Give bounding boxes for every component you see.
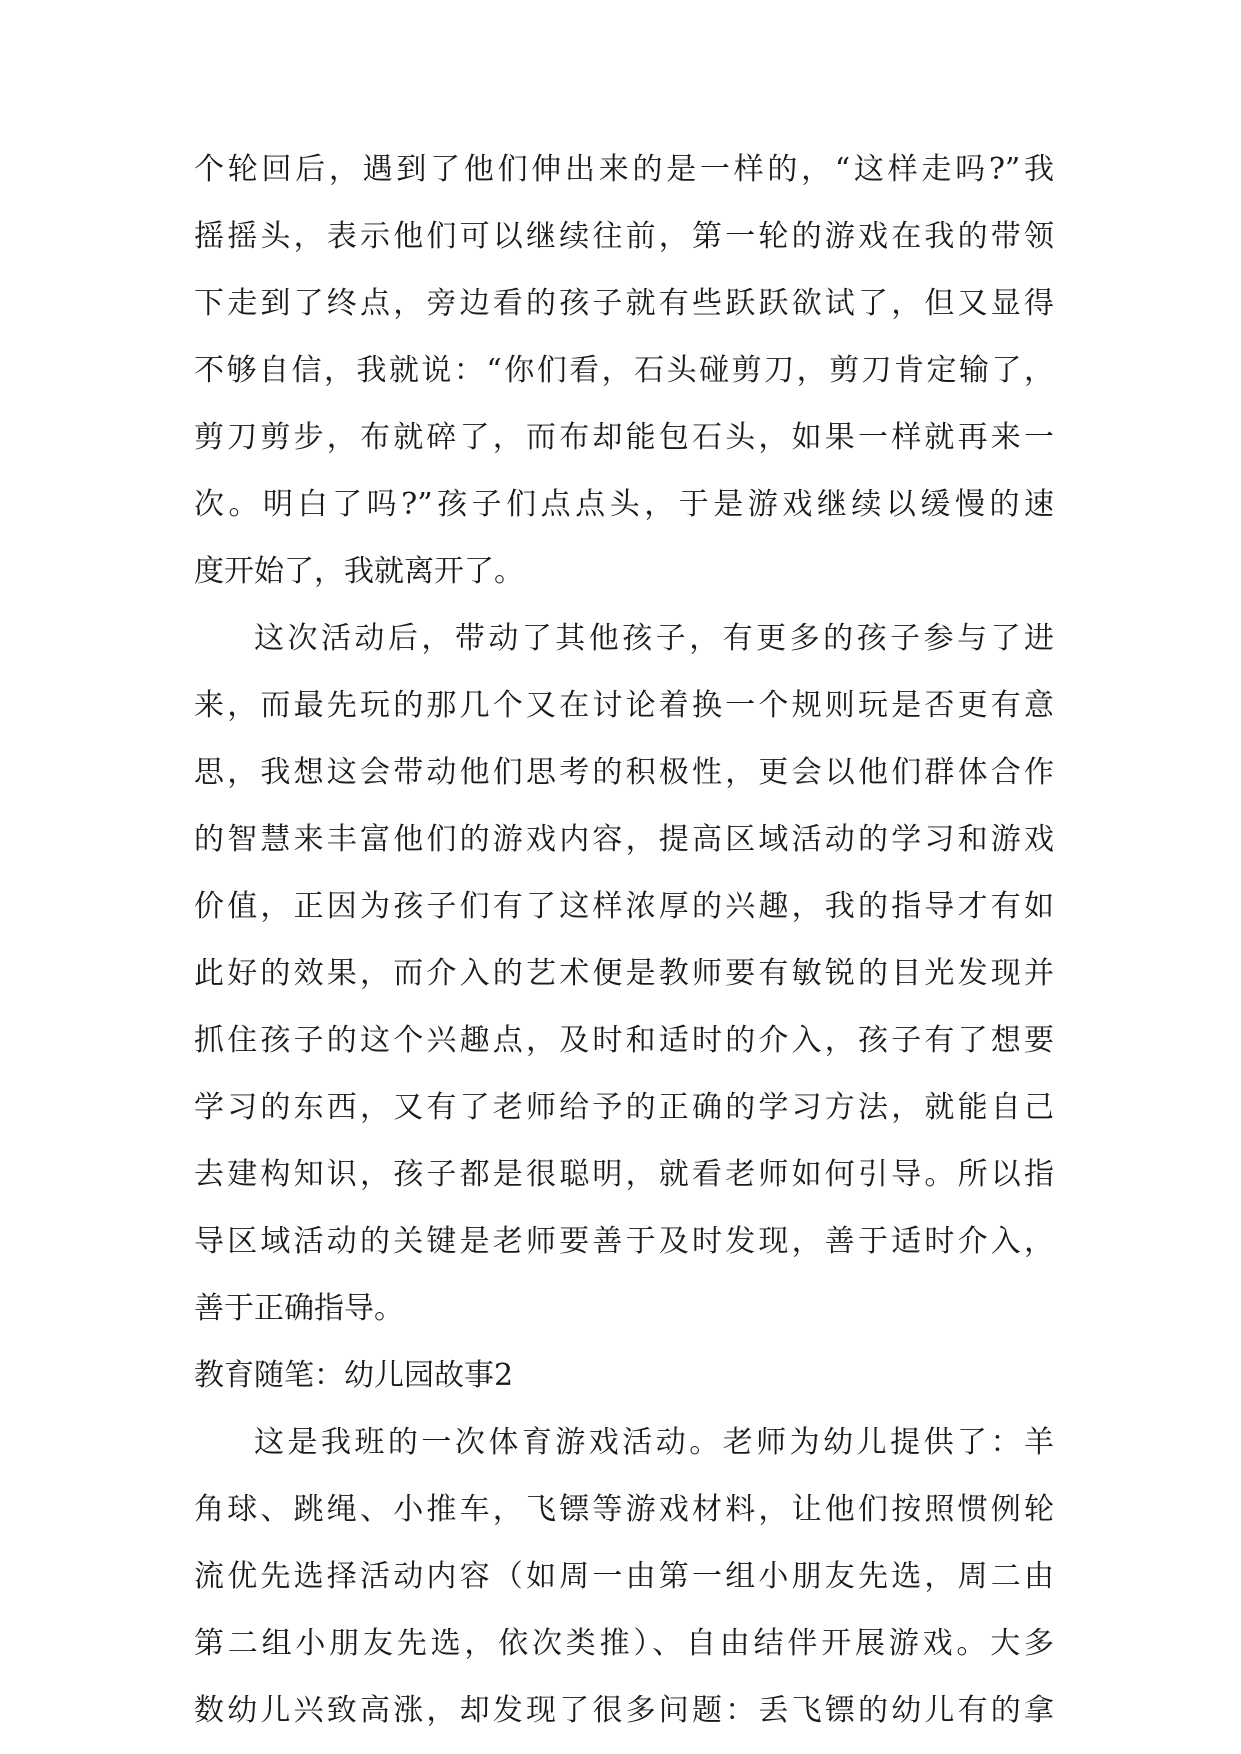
text-line: 剪刀剪步，布就碎了，而布却能包石头，如果一样就再来一 [194,420,1054,455]
text-line: 善于正确指导。 [194,1291,404,1326]
text-line: 导区域活动的关键是老师要善于及时发现，善于适时介入， [194,1224,1054,1259]
text-line: 度开始了，我就离开了。 [194,554,524,589]
text-line: 这次活动后，带动了其他孩子，有更多的孩子参与了进 [254,621,1054,656]
text-line: 个轮回后，遇到了他们伸出来的是一样的，“这样走吗?”我 [194,152,1054,187]
text-line: 这是我班的一次体育游戏活动。老师为幼儿提供了：羊 [254,1425,1054,1460]
text-line: 摇摇头，表示他们可以继续往前，第一轮的游戏在我的带领 [194,219,1054,254]
text-line: 不够自信，我就说：“你们看，石头碰剪刀，剪刀肯定输了， [194,353,1054,388]
text-line: 第二组小朋友先选，依次类推）、自由结伴开展游戏。大多 [194,1626,1054,1661]
text-line: 下走到了终点，旁边看的孩子就有些跃跃欲试了，但又显得 [194,286,1054,321]
text-line: 学习的东西，又有了老师给予的正确的学习方法，就能自己 [194,1090,1054,1125]
text-line: 次。明白了吗?”孩子们点点头，于是游戏继续以缓慢的速 [194,487,1054,522]
text-line: 的智慧来丰富他们的游戏内容，提高区域活动的学习和游戏 [194,822,1054,857]
text-line: 抓住孩子的这个兴趣点，及时和适时的介入，孩子有了想要 [194,1023,1054,1058]
section-heading: 教育随笔：幼儿园故事2 [194,1358,514,1393]
text-line: 数幼儿兴致高涨，却发现了很多问题：丢飞镖的幼儿有的拿 [194,1693,1054,1728]
text-line: 去建构知识，孩子都是很聪明，就看老师如何引导。所以指 [194,1157,1054,1192]
text-line: 角球、跳绳、小推车，飞镖等游戏材料，让他们按照惯例轮 [194,1492,1054,1527]
text-line: 来，而最先玩的那几个又在讨论着换一个规则玩是否更有意 [194,688,1054,723]
text-line: 价值，正因为孩子们有了这样浓厚的兴趣，我的指导才有如 [194,889,1054,924]
text-line: 流优先选择活动内容（如周一由第一组小朋友先选，周二由 [194,1559,1054,1594]
text-line: 思，我想这会带动他们思考的积极性，更会以他们群体合作 [194,755,1054,790]
text-line: 此好的效果，而介入的艺术便是教师要有敏锐的目光发现并 [194,956,1054,991]
